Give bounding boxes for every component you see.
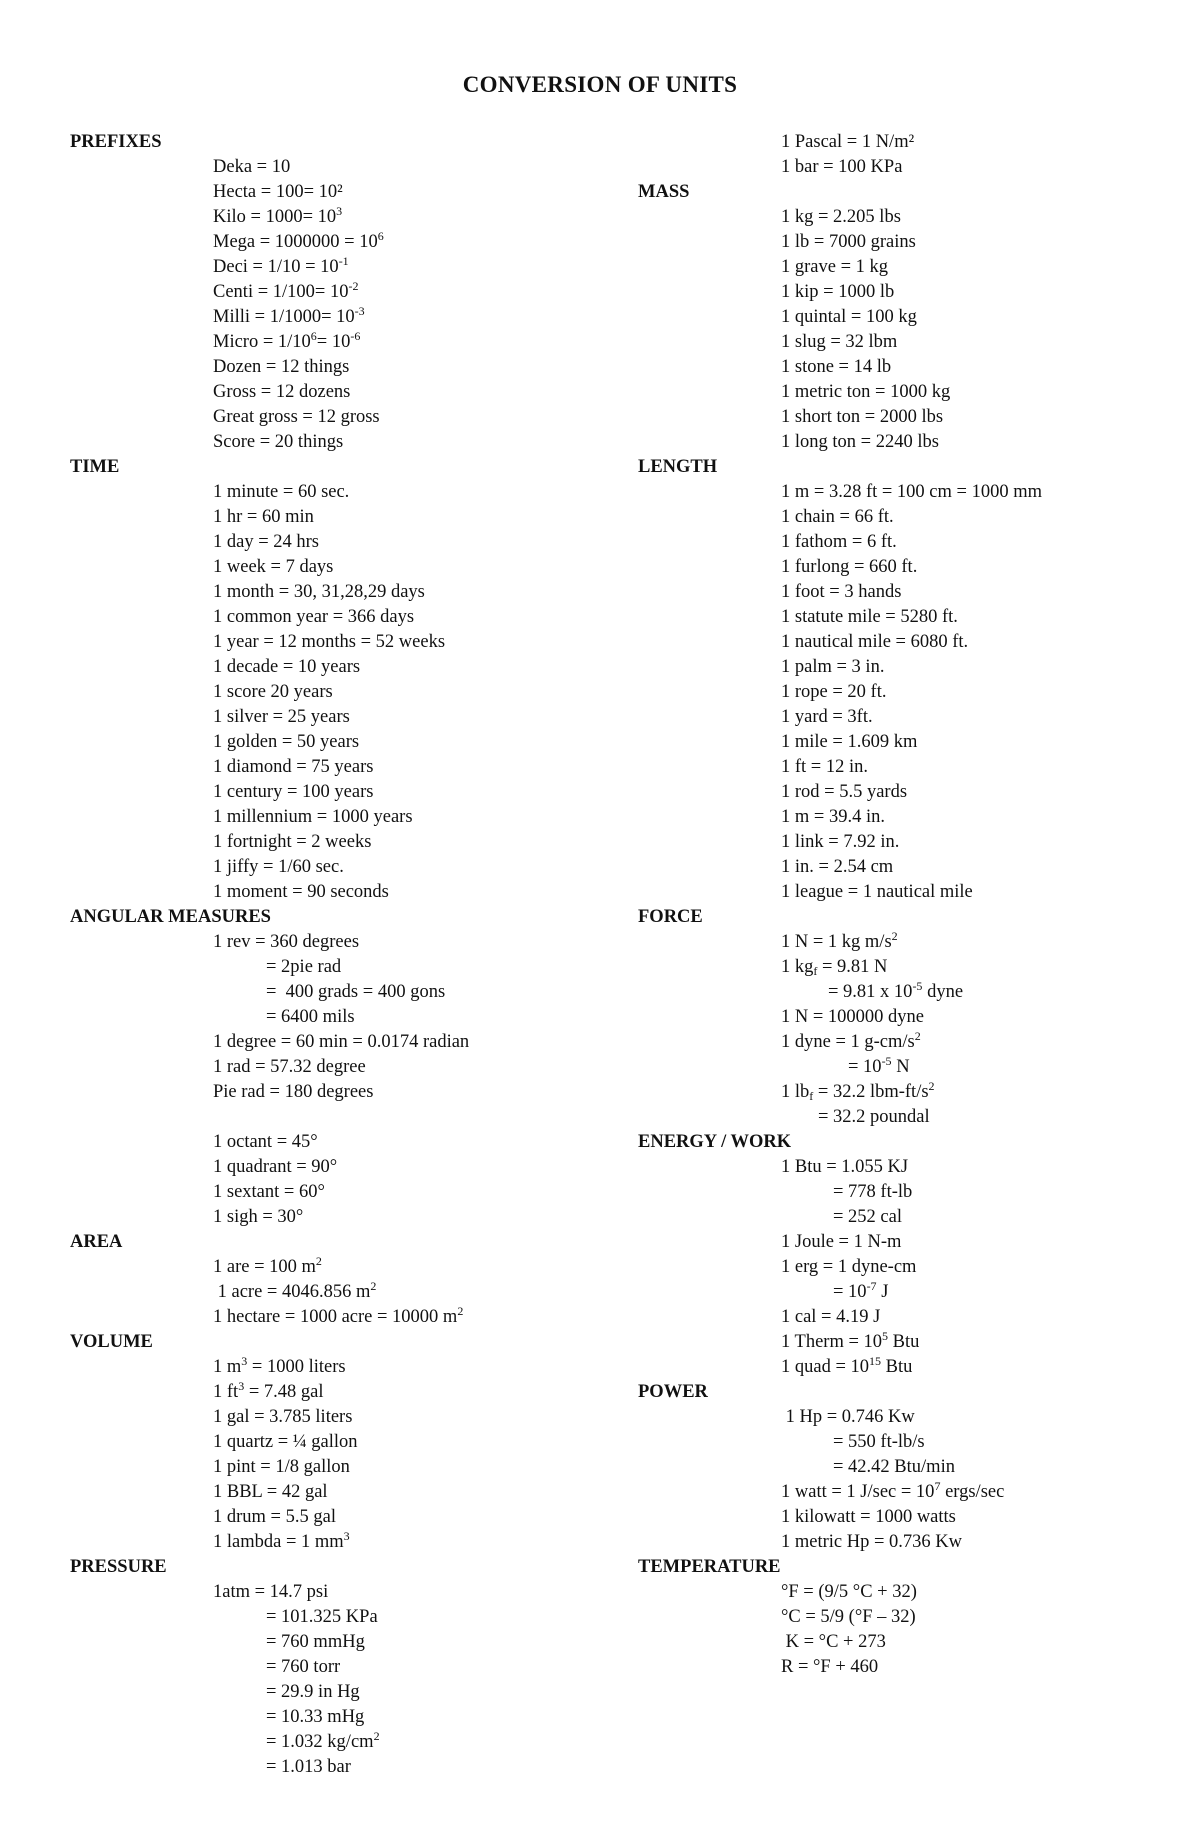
conversion-continuation: = 101.325 KPa xyxy=(266,1607,378,1627)
conversion-continuation: = 1.013 bar xyxy=(266,1757,351,1777)
conversion-entry: 1 rad = 57.32 degree xyxy=(213,1057,366,1077)
conversion-entry: R = °F + 460 xyxy=(781,1657,879,1677)
conversion-entry: 1 long ton = 2240 lbs xyxy=(781,432,939,452)
conversion-entry: °F = (9/5 °C + 32) xyxy=(781,1582,917,1602)
conversion-entry: 1 pint = 1/8 gallon xyxy=(213,1457,350,1477)
conversion-continuation: = 1.032 $kg/cm^2$ xyxy=(266,1729,380,1752)
conversion-entry: 1 lambda = 1 $mm^3$ xyxy=(213,1529,350,1552)
conversion-entry: 1atm = 14.7 psi xyxy=(213,1582,329,1602)
conversion-entry: 1 quartz = ¼ gallon xyxy=(213,1432,358,1452)
conversion-entry: 1 rope = 20 ft. xyxy=(781,682,887,702)
conversion-entry: 1 m = 3.28 ft = 100 cm = 1000 mm xyxy=(781,482,1042,502)
section-heading: ENERGY / WORK xyxy=(638,1132,792,1152)
conversion-entry: 1 fathom = 6 ft. xyxy=(781,532,897,552)
conversion-entry: 1 in. = 2.54 cm xyxy=(781,857,894,877)
conversion-continuation: = $10^{-7}$ J xyxy=(833,1279,889,1302)
conversion-entry: 1 lb = 7000 grains xyxy=(781,232,916,252)
conversion-entry: 1 Joule = 1 N-m xyxy=(781,1232,902,1252)
conversion-entry: 1 bar = 100 KPa xyxy=(781,157,903,177)
conversion-continuation: = 10.33 mHg xyxy=(266,1707,365,1727)
conversion-continuation: = $10^{-5}$ N xyxy=(848,1054,910,1077)
conversion-continuation: = 29.9 in Hg xyxy=(266,1682,360,1702)
section-heading: PREFIXES xyxy=(70,132,162,152)
conversion-entry: 1 moment = 90 seconds xyxy=(213,882,389,902)
conversion-entry: 1 rev = 360 degrees xyxy=(213,932,360,952)
conversion-entry: 1 slug = 32 lbm xyxy=(781,332,898,352)
conversion-entry: 1 metric Hp = 0.736 Kw xyxy=(781,1532,963,1552)
conversion-entry: Dozen = 12 things xyxy=(213,357,350,377)
conversion-entry: 1 minute = 60 sec. xyxy=(213,482,350,502)
conversion-entry: 1 quad = $10^{15}$ Btu xyxy=(781,1354,913,1377)
conversion-entry: 1 Therm = $10^5$ Btu xyxy=(781,1329,920,1352)
section-heading: PRESSURE xyxy=(70,1557,167,1577)
conversion-entry: 1 sigh = 30° xyxy=(213,1207,304,1227)
conversion-entry: 1 kilowatt = 1000 watts xyxy=(781,1507,956,1527)
conversion-entry: 1 drum = 5.5 gal xyxy=(213,1507,336,1527)
conversion-entry: 1 grave = 1 kg xyxy=(781,257,889,277)
conversion-entry: °C = 5/9 (°F – 32) xyxy=(781,1607,916,1627)
conversion-entry: 1 rod = 5.5 yards xyxy=(781,782,908,802)
conversion-continuation: = 9.81 x $10^{-5}$ dyne xyxy=(828,979,964,1002)
conversion-entry: 1 kip = 1000 lb xyxy=(781,282,895,302)
conversion-entry: Great gross = 12 gross xyxy=(213,407,380,427)
conversion-continuation: = 550 ft-lb/s xyxy=(833,1432,925,1452)
conversion-entry: Deci = $1/10 = 10^{-1}$ xyxy=(213,254,349,277)
conversion-entry: Centi = $1/100= 10^{-2}$ xyxy=(213,279,359,302)
conversion-continuation: = 400 grads = 400 gons xyxy=(266,982,446,1002)
conversion-entry: 1 Pascal = 1 N/m² xyxy=(781,132,915,152)
section-heading: POWER xyxy=(638,1382,708,1402)
conversion-continuation: = 32.2 poundal xyxy=(818,1107,930,1127)
conversion-continuation: = 760 torr xyxy=(266,1657,341,1677)
conversion-entry: 1 $lb_f = 32.2$ lbm-$ft/s^2$ xyxy=(781,1079,935,1103)
conversion-entry: 1 palm = 3 in. xyxy=(781,657,885,677)
conversion-entry: 1 month = 30, 31,28,29 days xyxy=(213,582,425,602)
conversion-entry: 1 nautical mile = 6080 ft. xyxy=(781,632,969,652)
conversion-entry: Micro = $1/10^6= 10^{-6}$ xyxy=(213,329,361,352)
conversion-entry: 1 m = 39.4 in. xyxy=(781,807,885,827)
conversion-entry: 1 fortnight = 2 weeks xyxy=(213,832,372,852)
conversion-entry: 1 league = 1 nautical mile xyxy=(781,882,973,902)
conversion-entry: 1 furlong = 660 ft. xyxy=(781,557,918,577)
conversion-entry: Gross = 12 dozens xyxy=(213,382,351,402)
conversion-entry: 1 day = 24 hrs xyxy=(213,532,320,552)
conversion-entry: Kilo = $1000= 10^3$ xyxy=(213,204,343,227)
conversion-entry: 1 sextant = 60° xyxy=(213,1182,325,1202)
conversion-entry: 1 century = 100 years xyxy=(213,782,374,802)
conversion-entry: 1 are = 100 $m^2$ xyxy=(213,1254,322,1277)
section-heading: TEMPERATURE xyxy=(638,1557,781,1577)
conversion-entry: Score = 20 things xyxy=(213,432,344,452)
conversion-entry: 1 $m^3 = 1000$ liters xyxy=(213,1354,346,1377)
conversion-entry: 1 silver = 25 years xyxy=(213,707,350,727)
conversion-entry: 1 week = 7 days xyxy=(213,557,334,577)
conversion-entry: 1 stone = 14 lb xyxy=(781,357,892,377)
right-column xyxy=(638,130,1178,1680)
conversion-continuation: = 778 ft-lb xyxy=(833,1182,913,1202)
conversion-entry: 1 yard = 3ft. xyxy=(781,707,873,727)
conversion-entry: Mega = $1000000 = 10^6$ xyxy=(213,229,384,252)
conversion-entry: Pie rad = 180 degrees xyxy=(213,1082,374,1102)
conversion-entry: 1 millennium = 1000 years xyxy=(213,807,413,827)
conversion-entry: 1 hectare = 1000 acre = 10000 $m^2$ xyxy=(213,1304,464,1327)
section-heading: ANGULAR MEASURES xyxy=(70,907,271,927)
conversion-entry: K = °C + 273 xyxy=(781,1632,886,1652)
conversion-entry: 1 statute mile = 5280 ft. xyxy=(781,607,958,627)
conversion-continuation: = 6400 mils xyxy=(266,1007,355,1027)
conversion-entry: 1 score 20 years xyxy=(213,682,333,702)
conversion-entry: 1 Hp = 0.746 Kw xyxy=(781,1407,915,1427)
conversion-entry: 1 foot = 3 hands xyxy=(781,582,902,602)
conversion-entry: 1 degree = 60 min = 0.0174 radian xyxy=(213,1032,470,1052)
conversion-entry: 1 BBL = 42 gal xyxy=(213,1482,328,1502)
conversion-entry: 1 acre = 4046.856 $m^2$ xyxy=(213,1279,377,1302)
conversion-entry: 1 kg = 2.205 lbs xyxy=(781,207,901,227)
conversion-entry: 1 $ft^3 = 7.48$ gal xyxy=(213,1379,324,1402)
conversion-entry: 1 dyne = 1 $g-cm/s^2$ xyxy=(781,1029,921,1052)
blank-line xyxy=(70,1105,630,1130)
conversion-entry: 1 quadrant = 90° xyxy=(213,1157,338,1177)
conversion-entry: 1 hr = 60 min xyxy=(213,507,314,527)
conversion-entry: 1 octant = 45° xyxy=(213,1132,318,1152)
conversion-entry: 1 metric ton = 1000 kg xyxy=(781,382,951,402)
conversion-entry: 1 $kg_f = 9.81$ N xyxy=(781,957,888,978)
section-heading: LENGTH xyxy=(638,457,718,477)
conversion-entry: 1 year = 12 months = 52 weeks xyxy=(213,632,446,652)
conversion-entry: 1 erg = 1 dyne-cm xyxy=(781,1257,917,1277)
conversion-entry: 1 common year = 366 days xyxy=(213,607,415,627)
page-title: CONVERSION OF UNITS xyxy=(462,72,738,97)
conversion-entry: 1 link = 7.92 in. xyxy=(781,832,900,852)
conversion-entry: 1 ft = 12 in. xyxy=(781,757,868,777)
section-heading: MASS xyxy=(638,182,690,202)
conversion-entry: 1 diamond = 75 years xyxy=(213,757,374,777)
conversion-continuation: = 252 cal xyxy=(833,1207,902,1227)
conversion-entry: Milli = $1/1000= 10^{-3}$ xyxy=(213,304,365,327)
section-heading: FORCE xyxy=(638,907,703,927)
section-heading: AREA xyxy=(70,1232,123,1252)
section-heading: VOLUME xyxy=(70,1332,153,1352)
conversion-entry: 1 cal = 4.19 J xyxy=(781,1307,881,1327)
conversion-entry: 1 mile = 1.609 km xyxy=(781,732,918,752)
conversion-entry: 1 quintal = 100 kg xyxy=(781,307,917,327)
conversion-entry: 1 Btu = 1.055 KJ xyxy=(781,1157,909,1177)
section-heading: TIME xyxy=(70,457,120,477)
conversion-continuation: = 2pie rad xyxy=(266,957,342,977)
conversion-entry: 1 jiffy = 1/60 sec. xyxy=(213,857,344,877)
conversion-entry: 1 N = 1 kg $m/s^2$ xyxy=(781,929,898,952)
conversion-continuation: = 42.42 Btu/min xyxy=(833,1457,955,1477)
conversion-entry: 1 chain = 66 ft. xyxy=(781,507,894,527)
conversion-entry: 1 N = 100000 dyne xyxy=(781,1007,925,1027)
left-column xyxy=(70,130,630,1780)
conversion-continuation: = 760 mmHg xyxy=(266,1632,365,1652)
conversion-entry: 1 decade = 10 years xyxy=(213,657,361,677)
conversion-entry: 1 short ton = 2000 lbs xyxy=(781,407,944,427)
conversion-entry: 1 watt = 1 $J/\sec = 10^7$ ergs/sec xyxy=(781,1479,1005,1502)
conversion-entry: 1 golden = 50 years xyxy=(213,732,360,752)
conversion-entry: 1 gal = 3.785 liters xyxy=(213,1407,353,1427)
conversion-entry: Deka = 10 xyxy=(213,157,291,177)
conversion-entry: Hecta = 100= 10² xyxy=(213,182,343,202)
